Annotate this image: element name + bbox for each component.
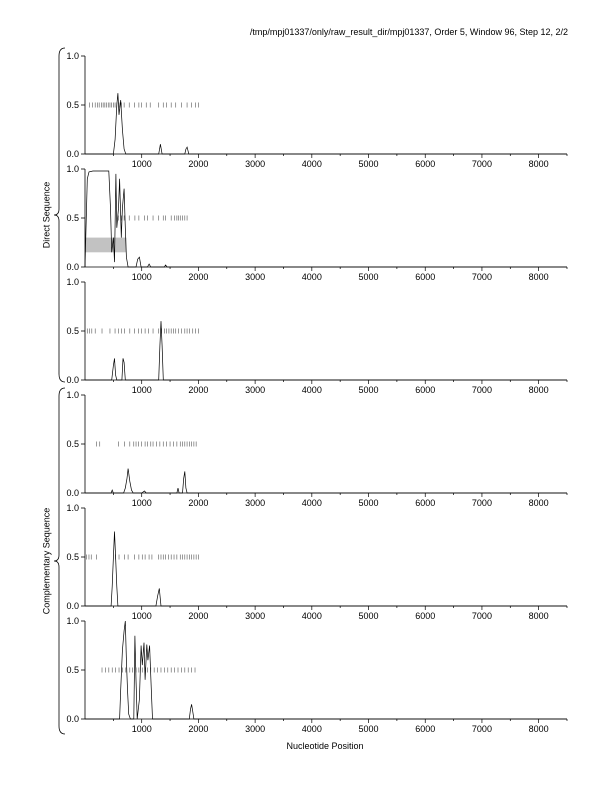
direct-sequence-group-label: Direct Sequence	[40, 181, 51, 249]
x-tick-label: 8000	[528, 724, 549, 734]
x-tick-label: 5000	[358, 385, 379, 395]
y-tick-label: 0.0	[66, 714, 79, 724]
y-tick-label: 1.0	[66, 164, 79, 174]
x-tick-label: 5000	[358, 724, 379, 734]
y-tick-label: 0.0	[66, 149, 79, 159]
y-tick-label: 0.5	[66, 552, 79, 562]
x-tick-label: 3000	[245, 724, 266, 734]
group-brace	[54, 48, 65, 382]
x-tick-label: 2000	[188, 611, 209, 621]
y-tick-label: 1.0	[66, 390, 79, 400]
highlight-band	[85, 238, 126, 253]
x-tick-label: 6000	[415, 159, 436, 169]
y-tick-label: 0.0	[66, 375, 79, 385]
x-tick-label: 2000	[188, 272, 209, 282]
x-tick-label: 8000	[528, 498, 549, 508]
x-tick-label: 7000	[471, 272, 492, 282]
x-tick-label: 7000	[471, 724, 492, 734]
x-axis-label: Nucleotide Position	[286, 741, 364, 751]
x-tick-label: 2000	[188, 385, 209, 395]
y-tick-label: 1.0	[66, 503, 79, 513]
x-tick-label: 1000	[131, 159, 152, 169]
x-tick-label: 7000	[471, 385, 492, 395]
y-tick-label: 0.5	[66, 213, 79, 223]
x-tick-label: 1000	[131, 724, 152, 734]
y-tick-label: 0.5	[66, 665, 79, 675]
series-line	[85, 321, 567, 380]
x-tick-label: 4000	[301, 272, 322, 282]
x-tick-label: 7000	[471, 611, 492, 621]
x-tick-label: 4000	[301, 385, 322, 395]
x-tick-label: 3000	[245, 611, 266, 621]
x-tick-label: 5000	[358, 272, 379, 282]
x-tick-label: 6000	[415, 611, 436, 621]
x-tick-label: 1000	[131, 272, 152, 282]
y-tick-label: 0.5	[66, 100, 79, 110]
x-tick-label: 2000	[188, 724, 209, 734]
y-tick-label: 0.5	[66, 439, 79, 449]
y-tick-label: 0.0	[66, 262, 79, 272]
x-tick-label: 5000	[358, 159, 379, 169]
group-brace	[54, 388, 65, 734]
x-tick-label: 4000	[301, 498, 322, 508]
y-tick-label: 1.0	[66, 616, 79, 626]
x-tick-label: 1000	[131, 385, 152, 395]
x-tick-label: 6000	[415, 272, 436, 282]
x-tick-label: 5000	[358, 498, 379, 508]
series-line	[85, 171, 567, 267]
x-tick-label: 7000	[471, 498, 492, 508]
y-tick-label: 0.5	[66, 326, 79, 336]
x-tick-label: 8000	[528, 611, 549, 621]
x-tick-label: 8000	[528, 159, 549, 169]
x-tick-label: 6000	[415, 724, 436, 734]
x-tick-label: 6000	[415, 385, 436, 395]
x-tick-label: 5000	[358, 611, 379, 621]
series-line	[85, 469, 567, 494]
x-tick-label: 4000	[301, 611, 322, 621]
y-tick-label: 0.0	[66, 488, 79, 498]
x-tick-label: 3000	[245, 159, 266, 169]
y-tick-label: 1.0	[66, 51, 79, 61]
x-tick-label: 2000	[188, 498, 209, 508]
x-tick-label: 6000	[415, 498, 436, 508]
x-tick-label: 2000	[188, 159, 209, 169]
x-tick-label: 3000	[245, 385, 266, 395]
series-line	[85, 93, 567, 154]
complementary-sequence-group-label: Complementary Sequence	[40, 507, 51, 615]
x-tick-label: 3000	[245, 498, 266, 508]
x-tick-label: 4000	[301, 724, 322, 734]
y-tick-label: 0.0	[66, 601, 79, 611]
x-tick-label: 3000	[245, 272, 266, 282]
y-tick-label: 1.0	[66, 277, 79, 287]
chart-header-title: /tmp/mpj01337/only/raw_result_dir/mpj01337, Order 5, Window 96, Step 12, 2/2	[249, 27, 568, 37]
x-tick-label: 8000	[528, 385, 549, 395]
x-tick-label: 4000	[301, 159, 322, 169]
x-tick-label: 8000	[528, 272, 549, 282]
x-tick-label: 7000	[471, 159, 492, 169]
x-tick-label: 1000	[131, 611, 152, 621]
series-line	[85, 532, 567, 607]
x-tick-label: 1000	[131, 498, 152, 508]
